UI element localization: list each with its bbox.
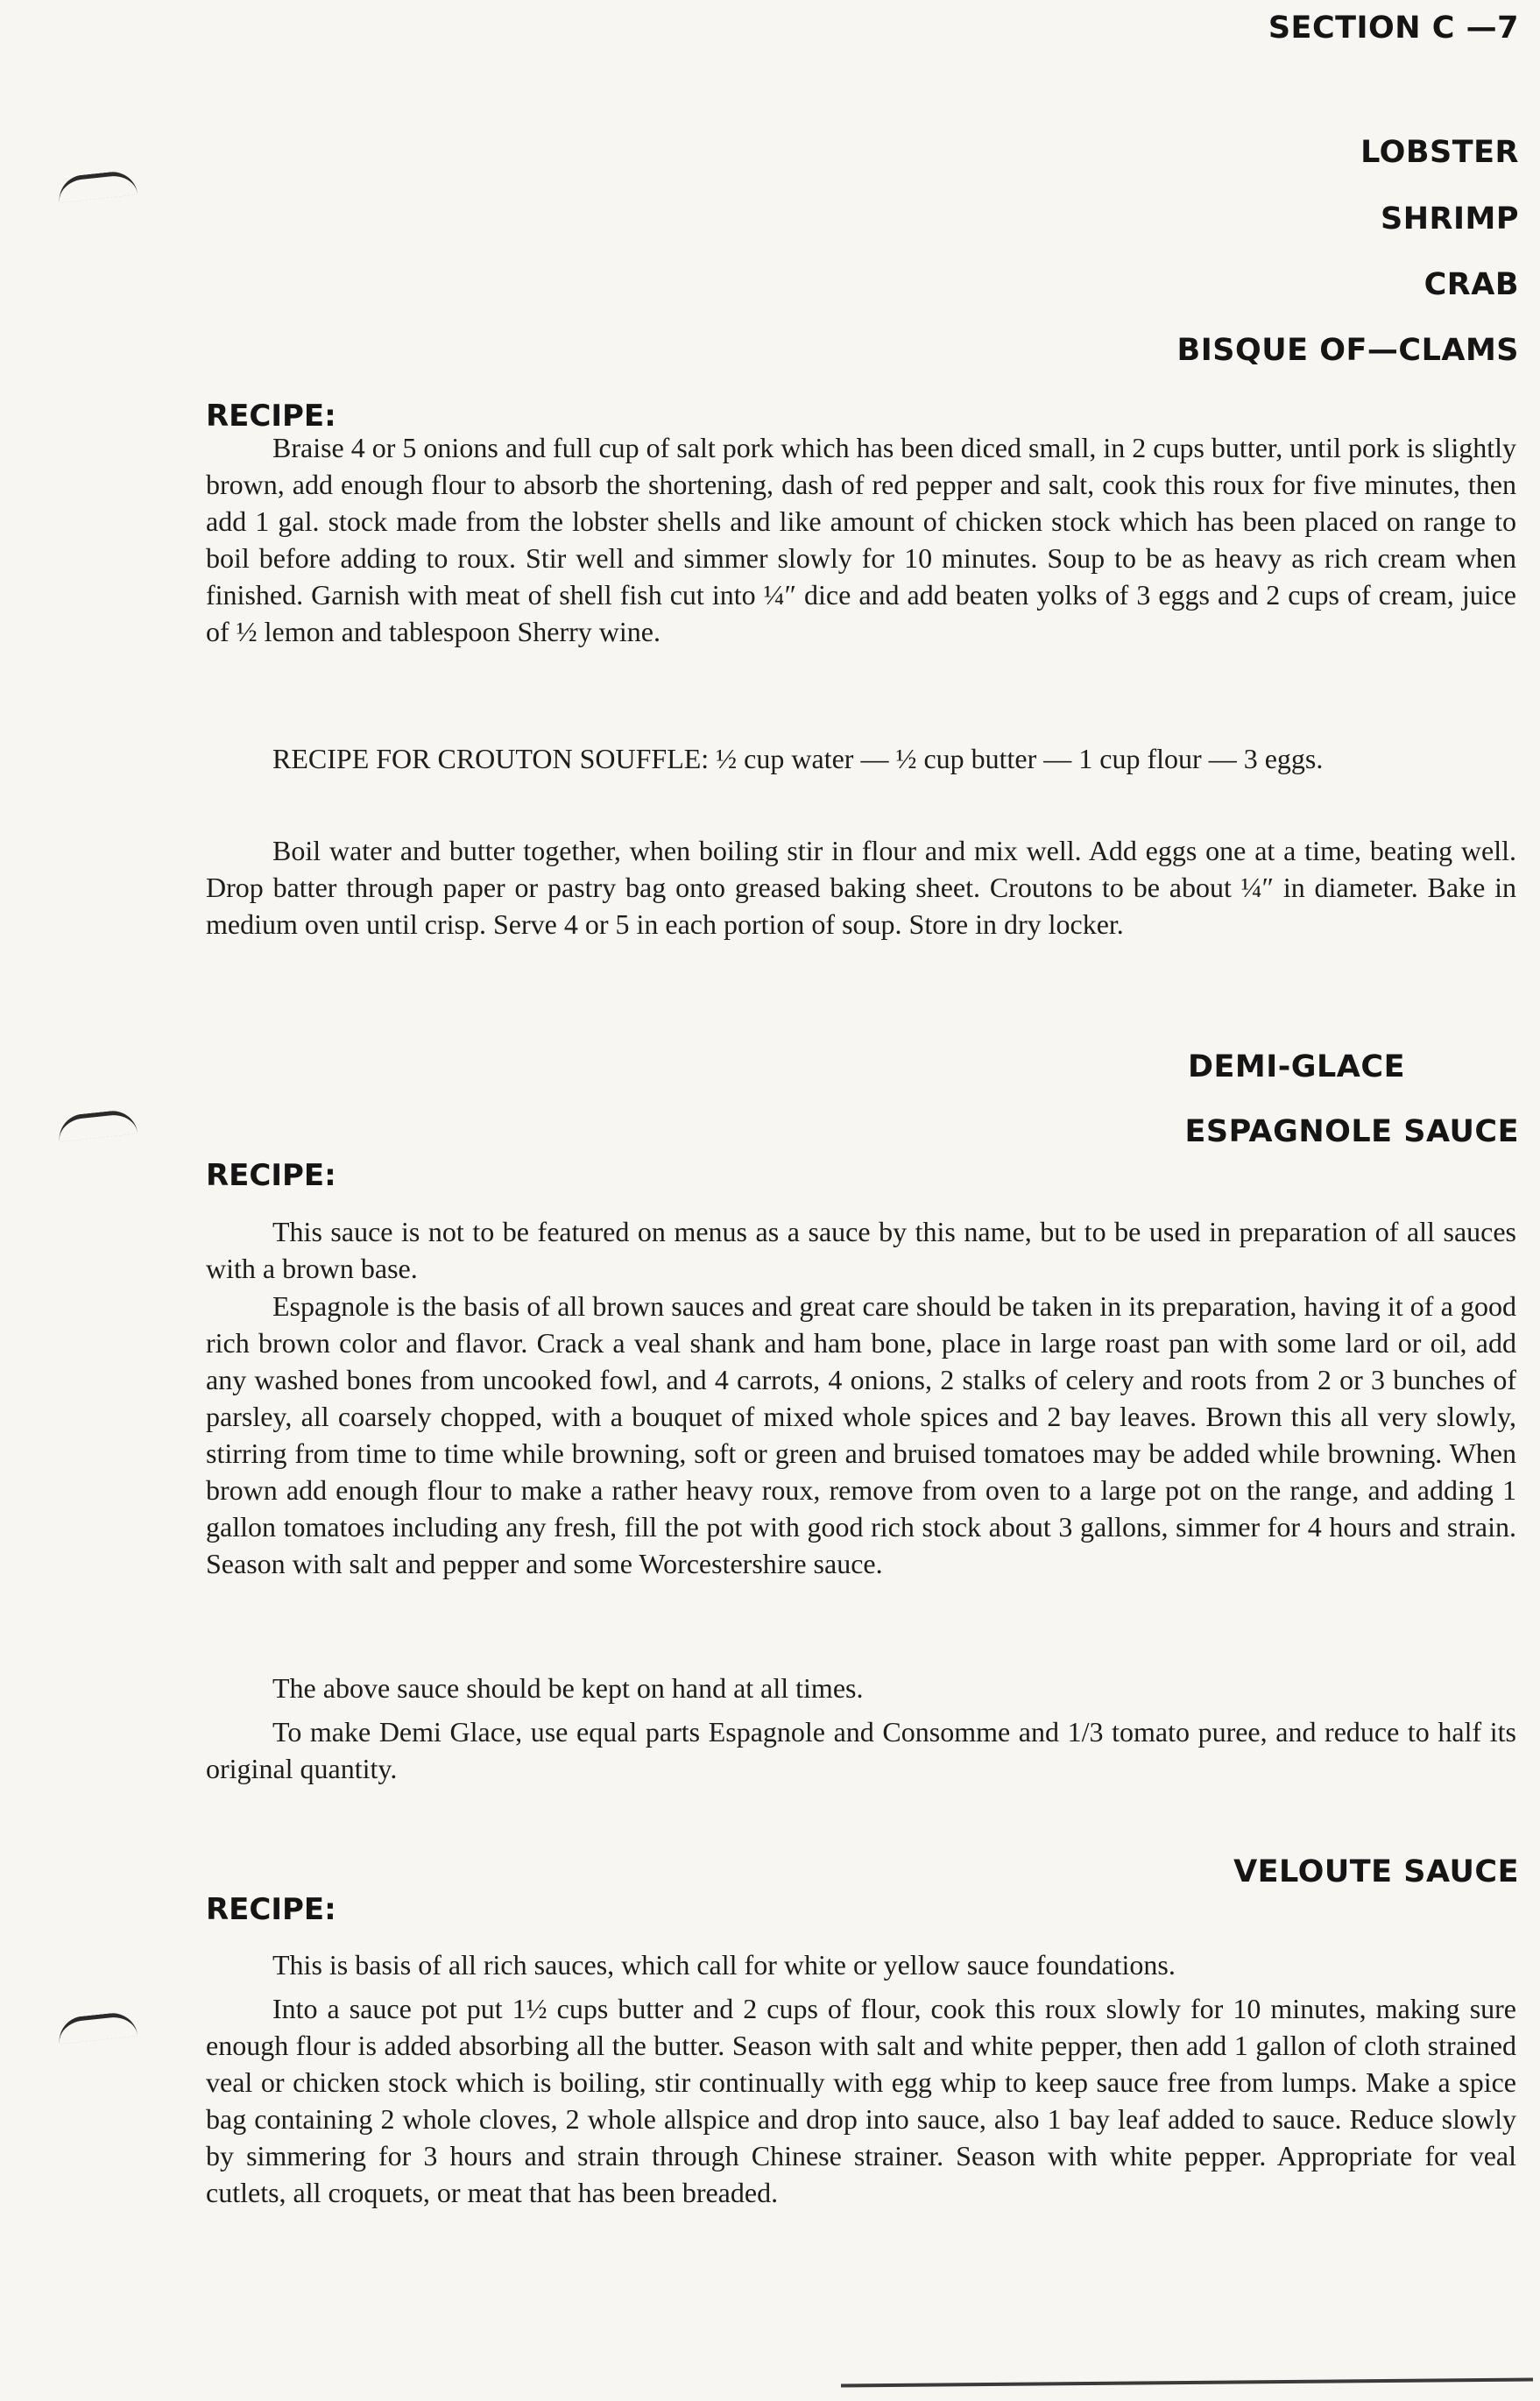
crouton-souffle-title: RECIPE FOR CROUTON SOUFFLE: ½ cup water — ½ cup butter — 1 cup flour — 3 eggs. <box>272 743 1324 774</box>
demi-glace-paragraph: To make Demi Glace, use equal parts Espagnole and Consomme and 1/3 tomato puree, and reduce to half its original quantity. <box>206 1716 1516 1784</box>
veloute-paragraph: This is basis of all rich sauces, which call for white or yellow sauce foundations. <box>272 1949 1176 1981</box>
title-espagnole-sauce: ESPAGNOLE SAUCE <box>1184 1114 1519 1149</box>
binder-hole-mark <box>57 1108 138 1141</box>
bisque-recipe-text: Braise 4 or 5 onions and full cup of salt pork which has been diced small, in 2 cups butter, until pork is slightly brown, add enough flour to absorb the shortening, dash of red pepper and salt, cook this roux for five minutes, then add 1 gal. stock made from the lobster shells and like amount of chicken stock which has been placed on range to boil before adding to roux. Stir well and simmer slowly for 10 minutes. Soup to be as heavy as rich cream when finished. Garnish with meat of shell fish cut into ¼″ dice and add beaten yolks of 3 eggs and 2 cups of cream, juice of ½ lemon and tablespoon Sherry wine. <box>206 432 1516 647</box>
recipe-label: RECIPE: <box>206 1892 336 1927</box>
binder-hole-mark <box>57 169 138 202</box>
title-lobster: LOBSTER <box>1360 135 1519 170</box>
demi-glace-paragraph: Espagnole is the basis of all brown sauces and great care should be taken in its preparation, having it of a good rich brown color and flavor. Crack a veal shank and ham bone, place in large roast pan with some lard or oil, add any washed bones from uncooked fowl, and 4 carrots, 4 onions, 2 stalks of celery and roots from 2 or 3 bunches of parsley, all coarsely chopped, with a bouquet of mixed whole spices and 2 bay leaves. Brown this all very slowly, stirring from time to time while browning, soft or green and bruised tomatoes may be added while browning. When brown add enough flour to make a rather heavy roux, remove from oven to a large pot on the range, and adding 1 gallon tomatoes including any fresh, fill the pot with good rich stock about 3 gallons, simmer for 4 hours and strain. Season with salt and pepper and some Worcestershire sauce. <box>206 1290 1516 1579</box>
page-bottom-edge <box>841 2378 1533 2388</box>
demi-glace-paragraph: The above sauce should be kept on hand at all times. <box>272 1672 864 1704</box>
title-demi-glace: DEMI-GLACE <box>1187 1049 1405 1084</box>
title-veloute-sauce: VELOUTE SAUCE <box>1233 1854 1519 1889</box>
section-header: SECTION C —7 <box>1268 11 1519 46</box>
title-crab: CRAB <box>1423 267 1519 302</box>
title-bisque: BISQUE OF—CLAMS <box>1176 333 1519 368</box>
demi-glace-paragraph: This sauce is not to be featured on menus as a sauce by this name, but to be used in preparation of all sauces with a brown base. <box>206 1216 1516 1284</box>
crouton-souffle-text: Boil water and butter together, when boiling stir in flour and mix well. Add eggs one at a time, beating well. Drop batter through paper or pastry bag onto greased baking sheet. Croutons to be about ¼″ in diameter. Bake in medium oven until crisp. Serve 4 or 5 in each portion of soup. Store in dry locker. <box>206 835 1516 940</box>
recipe-label: RECIPE: <box>206 399 336 434</box>
veloute-paragraph: Into a sauce pot put 1½ cups butter and 2 cups of flour, cook this roux slowly for 10 minutes, making sure enough flour is added absorbing all the butter. Season with salt and white pepper, then add 1 gallon of cloth strained veal or chicken stock which is boiling, stir continually with egg whip to keep sauce free from lumps. Make a spice bag containing 2 whole cloves, 2 whole allspice and drop into sauce, also 1 bay leaf added to sauce. Reduce slowly by simmering for 3 hours and strain through Chinese strainer. Season with white pepper. Appropriate for veal cutlets, all croquets, or meat that has been breaded. <box>206 1993 1516 2208</box>
binder-hole-mark <box>57 2010 138 2044</box>
title-shrimp: SHRIMP <box>1381 201 1519 237</box>
recipe-label: RECIPE: <box>206 1158 336 1193</box>
